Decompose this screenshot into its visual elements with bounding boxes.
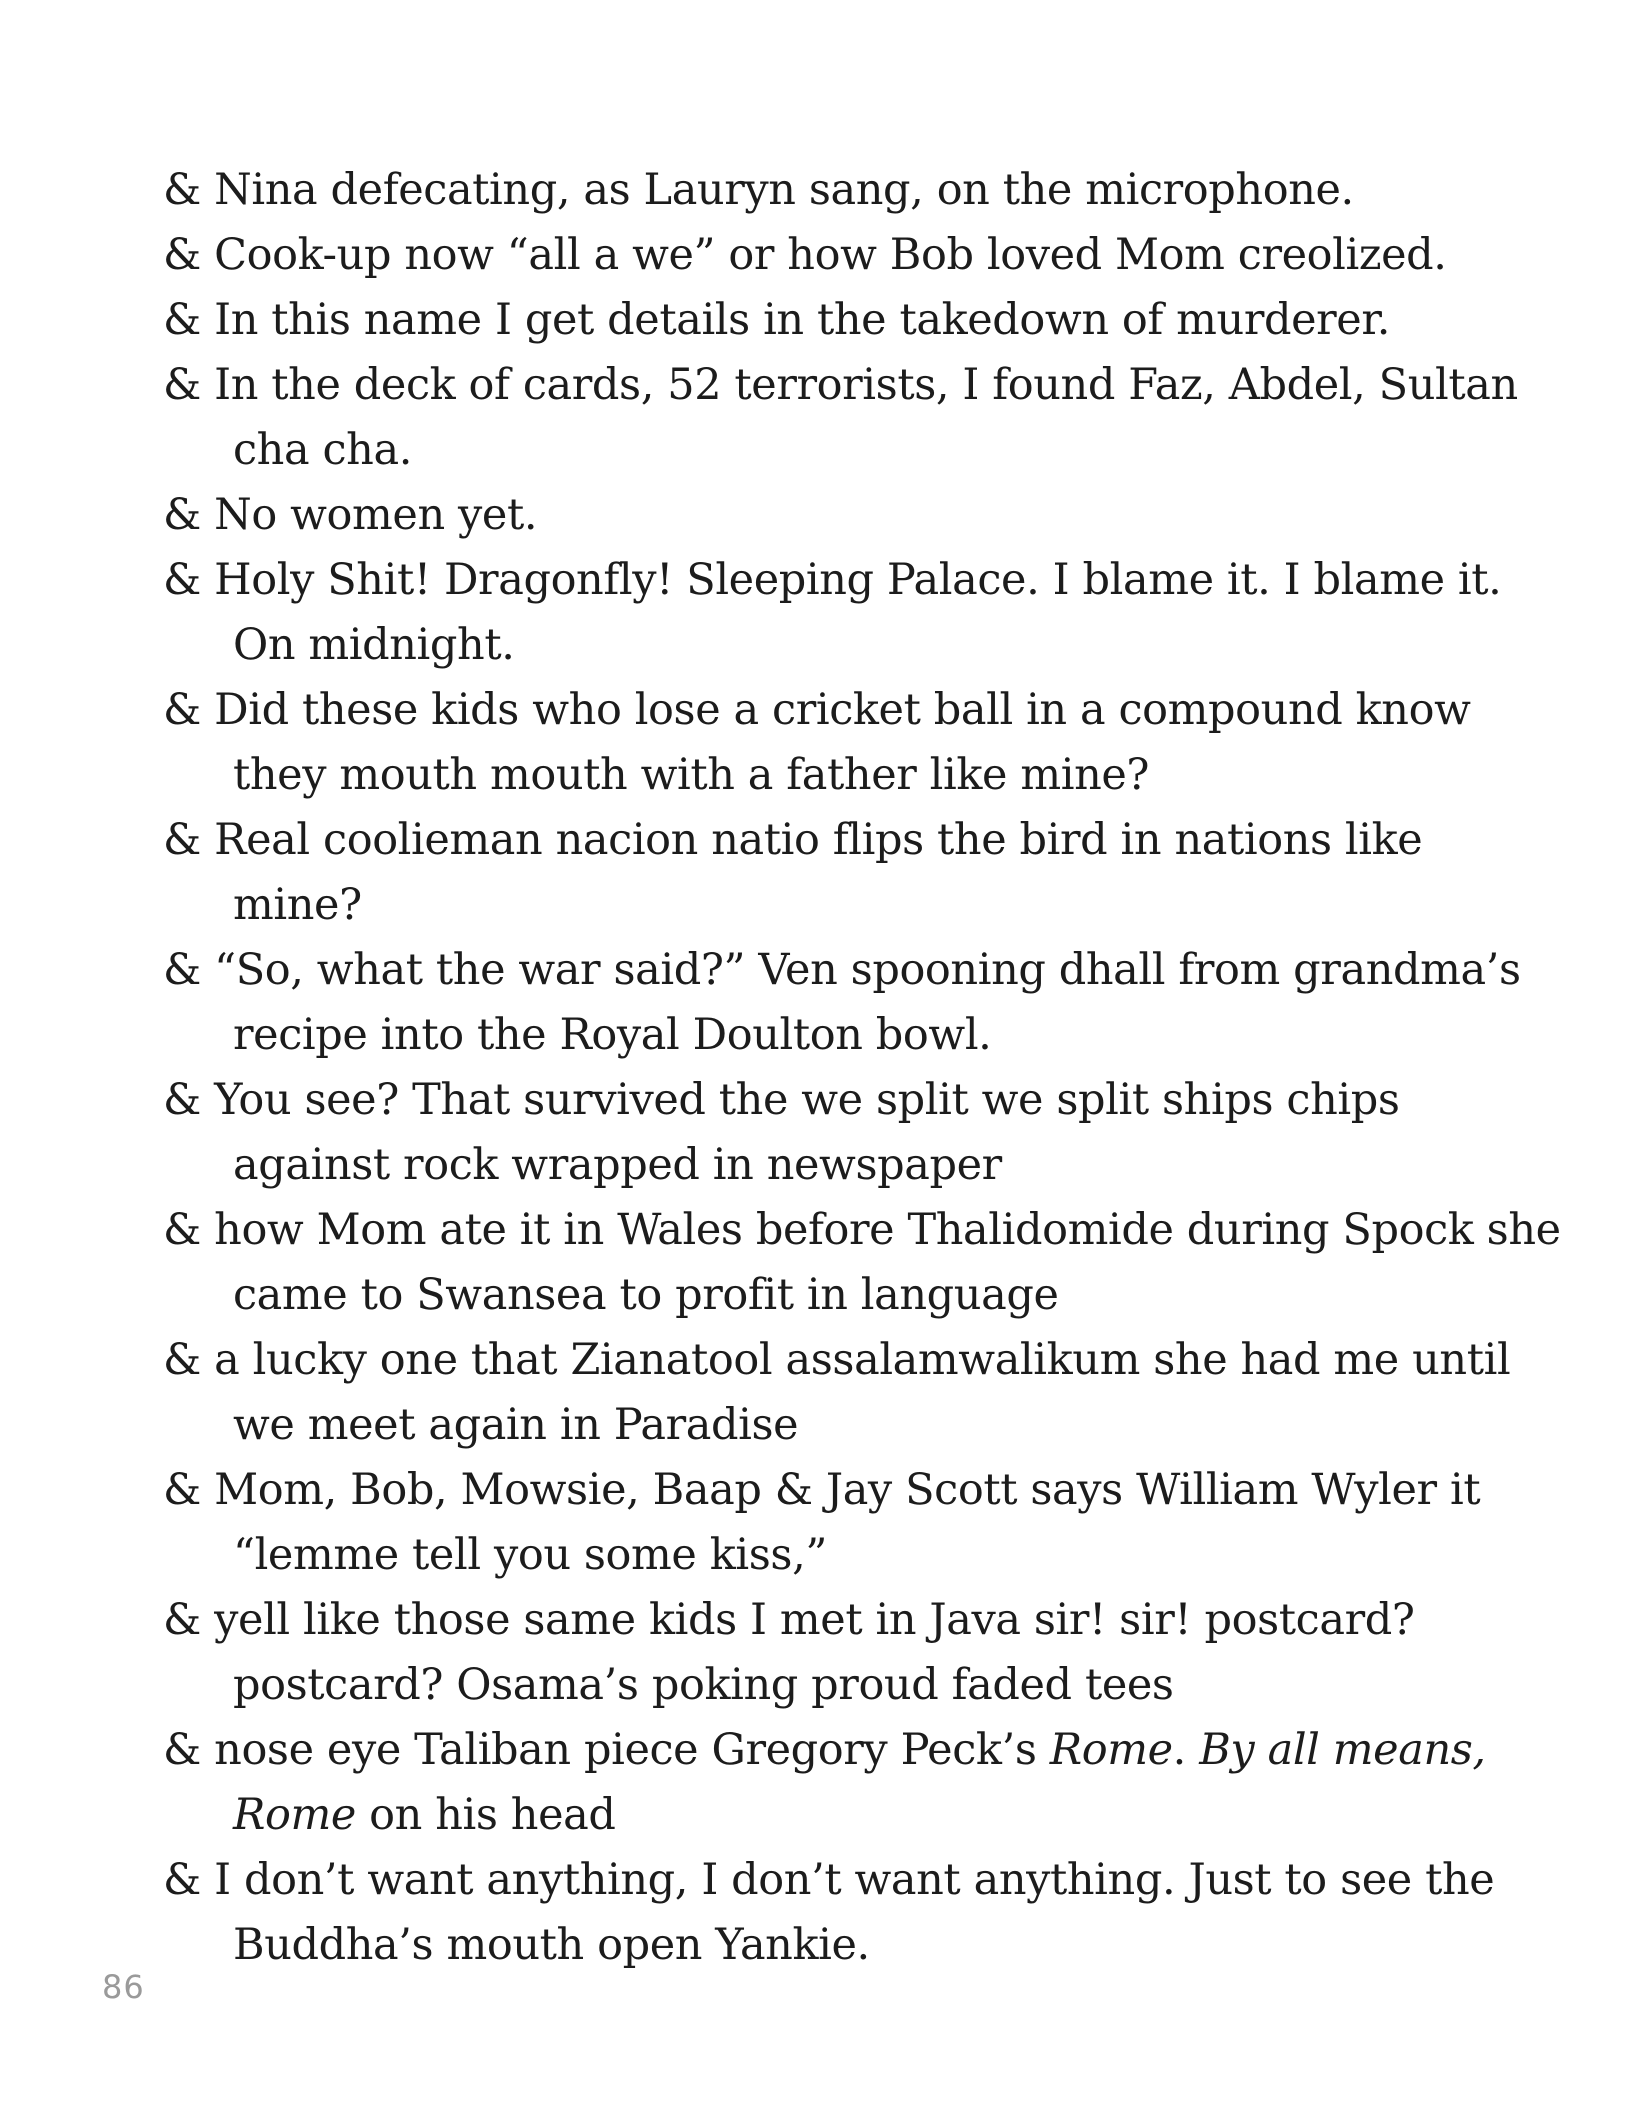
- poem-line: [163, 1588, 1563, 1718]
- poem-line-text: & No women yet.: [163, 490, 538, 540]
- poem-line-text: & I don’t want anything, I don’t want anything. Just to see the Buddha’s mouth open Yankie.: [163, 1855, 1495, 1970]
- poem-line-text: & In the deck of cards, 52 terrorists, I found Faz, Abdel, Sultan cha cha.: [163, 360, 1518, 475]
- poem-line-text: on his head: [355, 1790, 616, 1840]
- poem-line-text: & You see? That survived the we split we split ships chips against rock wrapped in newspaper: [163, 1075, 1400, 1190]
- poem-line-text: & Mom, Bob, Mowsie, Baap & Jay Scott says William Wyler it “lemme tell you some kiss,”: [163, 1465, 1481, 1580]
- poem-line: [163, 353, 1563, 483]
- poem-line-text: & how Mom ate it in Wales before Thalidomide during Spock she came to Swansea to profit in language: [163, 1205, 1561, 1320]
- poem-line: [163, 808, 1563, 938]
- poem-line-text: & a lucky one that Zianatool assalamwalikum she had me until we meet again in Paradise: [163, 1335, 1511, 1450]
- poem-line-text: & Did these kids who lose a cricket ball in a compound know they mouth mouth with a father like mine?: [163, 685, 1471, 800]
- poem-line-italic-text: By all means, Rome: [233, 1725, 1486, 1840]
- poem-line: [163, 1848, 1563, 1978]
- poem-line: [163, 1198, 1563, 1328]
- poem-line: [163, 1718, 1563, 1848]
- poem-line-text: & Real coolieman nacion natio flips the bird in nations like mine?: [163, 815, 1423, 930]
- poem-line-text: & Cook-up now “all a we” or how Bob loved Mom creolized.: [163, 230, 1447, 280]
- poem-line-text: & “So, what the war said?” Ven spooning dhall from grandma’s recipe into the Royal Doulton bowl.: [163, 945, 1521, 1060]
- poem: [163, 158, 1563, 1978]
- poem-line-italic-text: Rome: [1049, 1725, 1173, 1775]
- poem-line: [163, 158, 1563, 223]
- poem-line-text: & nose eye Taliban piece Gregory Peck’s: [163, 1725, 1050, 1775]
- poem-line: [163, 938, 1563, 1068]
- poem-line: [163, 1328, 1563, 1458]
- poem-line-text: & Holy Shit! Dragonfly! Sleeping Palace. I blame it. I blame it. On midnight.: [163, 555, 1502, 670]
- poem-line-text: .: [1172, 1725, 1200, 1775]
- poem-line: [163, 483, 1563, 548]
- poem-line: [163, 1068, 1563, 1198]
- poem-line: [163, 678, 1563, 808]
- poem-line-text: & yell like those same kids I met in Java sir! sir! postcard? postcard? Osama’s poking proud faded tees: [163, 1595, 1415, 1710]
- page-number: 86: [102, 1968, 145, 2006]
- poem-line: [163, 288, 1563, 353]
- poem-line-text: & In this name I get details in the takedown of murderer.: [163, 295, 1391, 345]
- poem-line: [163, 548, 1563, 678]
- poem-line-text: & Nina defecating, as Lauryn sang, on the microphone.: [163, 165, 1354, 215]
- poem-line: [163, 223, 1563, 288]
- poem-line: [163, 1458, 1563, 1588]
